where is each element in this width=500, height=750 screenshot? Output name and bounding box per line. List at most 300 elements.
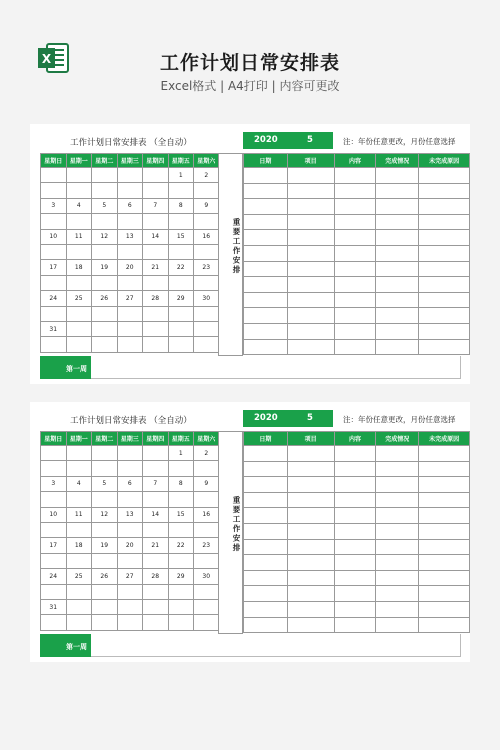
calendar-day-cell[interactable] (66, 214, 92, 229)
work-cell[interactable] (334, 214, 376, 230)
work-cell[interactable] (287, 308, 334, 324)
work-cell[interactable] (244, 617, 288, 633)
calendar-day-cell[interactable] (92, 599, 118, 614)
work-cell[interactable] (376, 199, 419, 215)
calendar-day-cell[interactable] (143, 461, 169, 476)
work-cell[interactable] (376, 168, 419, 184)
calendar-row (41, 306, 220, 321)
work-cell[interactable] (244, 539, 288, 555)
work-cell[interactable] (287, 508, 334, 524)
work-cell[interactable] (376, 461, 419, 477)
work-cell[interactable] (287, 555, 334, 571)
calendar-day-cell[interactable] (117, 599, 143, 614)
work-cell[interactable] (419, 199, 470, 215)
calendar-day-cell[interactable] (66, 168, 92, 183)
work-cell[interactable] (376, 523, 419, 539)
calendar-day-cell[interactable] (194, 461, 220, 476)
calendar-day-cell[interactable] (194, 306, 220, 321)
calendar-day-cell[interactable]: 12 (92, 229, 118, 244)
calendar-day-cell[interactable] (194, 584, 220, 599)
work-cell[interactable] (244, 323, 288, 339)
calendar-day-cell[interactable] (143, 337, 169, 352)
work-cell[interactable] (376, 261, 419, 277)
sheet-preview-2 (30, 402, 470, 662)
calendar-day-cell[interactable]: 30 (194, 569, 220, 584)
work-cell[interactable] (376, 477, 419, 493)
work-cell[interactable] (334, 508, 376, 524)
work-cell[interactable] (244, 230, 288, 246)
calendar-day-cell[interactable] (168, 522, 194, 537)
calendar-day-cell[interactable] (194, 553, 220, 568)
calendar-day-cell[interactable] (117, 446, 143, 461)
work-cell[interactable] (419, 245, 470, 261)
calendar-day-cell[interactable]: 30 (194, 291, 220, 306)
work-row (244, 261, 470, 277)
calendar-day-cell[interactable] (117, 321, 143, 336)
calendar-day-cell[interactable] (66, 183, 92, 198)
calendar-day-cell[interactable]: 9 (194, 476, 220, 491)
calendar-day-cell[interactable]: 2 (194, 168, 220, 183)
work-cell[interactable] (244, 508, 288, 524)
work-cell[interactable] (419, 539, 470, 555)
calendar-day-cell[interactable] (92, 337, 118, 352)
work-cell[interactable] (287, 601, 334, 617)
calendar-day-cell[interactable] (168, 599, 194, 614)
work-cell[interactable] (419, 492, 470, 508)
calendar-day-cell[interactable]: 1 (168, 168, 194, 183)
work-cell[interactable] (287, 570, 334, 586)
calendar-day-cell[interactable] (41, 337, 67, 352)
calendar-day-cell[interactable] (168, 244, 194, 259)
work-cell[interactable] (244, 461, 288, 477)
work-cell[interactable] (376, 308, 419, 324)
calendar-day-cell[interactable]: 22 (168, 538, 194, 553)
calendar-day-cell[interactable] (117, 492, 143, 507)
work-cell[interactable] (419, 183, 470, 199)
calendar-day-cell[interactable]: 31 (41, 599, 67, 614)
work-cell[interactable] (376, 277, 419, 293)
calendar-day-cell[interactable] (117, 168, 143, 183)
work-cell[interactable] (419, 555, 470, 571)
calendar-day-cell[interactable] (168, 214, 194, 229)
calendar-day-cell[interactable]: 17 (41, 260, 67, 275)
work-cell[interactable] (334, 601, 376, 617)
calendar-day-cell[interactable]: 20 (117, 260, 143, 275)
calendar-day-cell[interactable]: 7 (143, 476, 169, 491)
work-cell[interactable] (419, 277, 470, 293)
calendar-day-cell[interactable]: 3 (41, 476, 67, 491)
calendar-day-cell[interactable] (41, 306, 67, 321)
calendar-day-cell[interactable]: 14 (143, 229, 169, 244)
work-cell[interactable] (244, 477, 288, 493)
work-cell[interactable] (334, 168, 376, 184)
calendar-day-cell[interactable] (92, 306, 118, 321)
work-cell[interactable] (419, 230, 470, 246)
work-cell[interactable] (287, 523, 334, 539)
work-cell[interactable] (419, 446, 470, 462)
calendar-day-cell[interactable] (194, 183, 220, 198)
work-cell[interactable] (334, 230, 376, 246)
work-cell[interactable] (287, 183, 334, 199)
calendar-day-cell[interactable] (143, 522, 169, 537)
work-cell[interactable] (334, 245, 376, 261)
work-cell[interactable] (334, 277, 376, 293)
work-cell[interactable] (244, 183, 288, 199)
work-cell[interactable] (376, 539, 419, 555)
calendar-day-cell[interactable]: 8 (168, 198, 194, 213)
work-cell[interactable] (419, 586, 470, 602)
work-row (244, 601, 470, 617)
calendar-day-cell[interactable] (143, 446, 169, 461)
calendar-day-cell[interactable]: 10 (41, 507, 67, 522)
work-cell[interactable] (244, 446, 288, 462)
calendar-day-cell[interactable]: 26 (92, 569, 118, 584)
calendar-day-cell[interactable] (168, 306, 194, 321)
calendar-day-cell[interactable] (66, 446, 92, 461)
calendar-day-cell[interactable] (92, 492, 118, 507)
work-cell[interactable] (419, 308, 470, 324)
calendar-day-cell[interactable] (92, 214, 118, 229)
calendar-day-cell[interactable] (66, 615, 92, 630)
work-cell[interactable] (334, 477, 376, 493)
work-cell[interactable] (376, 617, 419, 633)
calendar-day-cell[interactable] (66, 306, 92, 321)
calendar-day-cell[interactable] (92, 168, 118, 183)
calendar-day-cell[interactable]: 18 (66, 538, 92, 553)
calendar-day-cell[interactable] (92, 553, 118, 568)
work-cell[interactable] (419, 261, 470, 277)
work-cell[interactable] (419, 168, 470, 184)
calendar-day-cell[interactable] (117, 275, 143, 290)
calendar-day-cell[interactable] (168, 492, 194, 507)
calendar-day-cell[interactable]: 4 (66, 198, 92, 213)
calendar-day-cell[interactable] (168, 461, 194, 476)
work-cell[interactable] (376, 183, 419, 199)
work-cell[interactable] (244, 339, 288, 355)
calendar-day-cell[interactable] (143, 584, 169, 599)
calendar-day-cell[interactable] (143, 244, 169, 259)
calendar-day-cell[interactable] (143, 168, 169, 183)
calendar-day-cell[interactable]: 14 (143, 507, 169, 522)
calendar-day-cell[interactable]: 16 (194, 229, 220, 244)
calendar-row (41, 168, 220, 183)
work-cell[interactable] (244, 214, 288, 230)
calendar-day-cell[interactable]: 3 (41, 198, 67, 213)
calendar-day-cell[interactable]: 12 (92, 507, 118, 522)
work-cell[interactable] (376, 292, 419, 308)
work-cell[interactable] (419, 601, 470, 617)
work-cell[interactable] (376, 245, 419, 261)
work-cell[interactable] (287, 477, 334, 493)
calendar-day-cell[interactable] (194, 337, 220, 352)
work-cell[interactable] (287, 446, 334, 462)
work-cell[interactable] (334, 323, 376, 339)
calendar-day-cell[interactable]: 28 (143, 569, 169, 584)
calendar-day-cell[interactable]: 8 (168, 476, 194, 491)
work-cell[interactable] (244, 308, 288, 324)
calendar-day-cell[interactable]: 26 (92, 291, 118, 306)
work-cell[interactable] (334, 261, 376, 277)
calendar-day-cell[interactable] (41, 214, 67, 229)
calendar-day-cell[interactable]: 15 (168, 507, 194, 522)
calendar-day-cell[interactable] (194, 244, 220, 259)
work-cell[interactable] (376, 601, 419, 617)
calendar-day-cell[interactable]: 7 (143, 198, 169, 213)
work-cell[interactable] (244, 292, 288, 308)
work-cell[interactable] (334, 461, 376, 477)
calendar-day-cell[interactable]: 19 (92, 260, 118, 275)
calendar-day-cell[interactable]: 28 (143, 291, 169, 306)
calendar-day-cell[interactable] (168, 584, 194, 599)
calendar-day-cell[interactable] (143, 492, 169, 507)
calendar-day-cell[interactable]: 25 (66, 291, 92, 306)
calendar-day-cell[interactable]: 10 (41, 229, 67, 244)
work-cell[interactable] (376, 214, 419, 230)
calendar-day-cell[interactable]: 23 (194, 538, 220, 553)
calendar-day-cell[interactable]: 13 (117, 229, 143, 244)
calendar-day-cell[interactable] (92, 584, 118, 599)
work-row (244, 168, 470, 184)
calendar-day-cell[interactable] (41, 492, 67, 507)
sheet-title: 工作计划日常安排表 （全自动） (70, 138, 192, 148)
calendar-day-cell[interactable] (143, 306, 169, 321)
calendar-day-cell[interactable]: 9 (194, 198, 220, 213)
calendar-day-cell[interactable] (194, 615, 220, 630)
work-cell[interactable] (334, 292, 376, 308)
work-cell[interactable] (287, 230, 334, 246)
calendar-day-cell[interactable]: 11 (66, 507, 92, 522)
calendar-day-cell[interactable]: 13 (117, 507, 143, 522)
work-cell[interactable] (244, 168, 288, 184)
calendar-day-cell[interactable] (168, 183, 194, 198)
calendar-day-cell[interactable]: 15 (168, 229, 194, 244)
work-cell[interactable] (419, 461, 470, 477)
calendar-day-cell[interactable] (66, 492, 92, 507)
calendar-day-cell[interactable] (41, 168, 67, 183)
work-cell[interactable] (376, 555, 419, 571)
calendar-day-cell[interactable] (41, 275, 67, 290)
calendar-day-cell[interactable] (194, 599, 220, 614)
work-cell[interactable] (334, 555, 376, 571)
calendar-day-cell[interactable] (92, 461, 118, 476)
calendar-day-cell[interactable] (117, 584, 143, 599)
work-cell[interactable] (419, 570, 470, 586)
calendar-day-cell[interactable]: 20 (117, 538, 143, 553)
calendar-day-cell[interactable] (117, 522, 143, 537)
calendar-day-cell[interactable] (92, 244, 118, 259)
work-cell[interactable] (287, 539, 334, 555)
work-cell[interactable] (376, 492, 419, 508)
work-cell[interactable] (419, 477, 470, 493)
calendar-day-cell[interactable]: 19 (92, 538, 118, 553)
calendar-day-cell[interactable]: 31 (41, 321, 67, 336)
work-cell[interactable] (334, 586, 376, 602)
work-cell[interactable] (419, 292, 470, 308)
calendar-day-cell[interactable]: 27 (117, 291, 143, 306)
calendar-day-cell[interactable]: 24 (41, 291, 67, 306)
calendar-day-cell[interactable]: 27 (117, 569, 143, 584)
calendar-day-cell[interactable] (117, 461, 143, 476)
work-cell[interactable] (287, 292, 334, 308)
work-cell[interactable] (334, 617, 376, 633)
calendar-day-cell[interactable]: 6 (117, 198, 143, 213)
calendar-day-cell[interactable]: 23 (194, 260, 220, 275)
calendar-header-cell: 星期二 (92, 154, 118, 168)
calendar-day-cell[interactable] (92, 615, 118, 630)
calendar-day-cell[interactable] (66, 275, 92, 290)
calendar-day-cell[interactable] (41, 522, 67, 537)
calendar-day-cell[interactable]: 18 (66, 260, 92, 275)
calendar-day-cell[interactable] (168, 337, 194, 352)
work-cell[interactable] (287, 199, 334, 215)
work-cell[interactable] (334, 492, 376, 508)
work-cell[interactable] (376, 230, 419, 246)
calendar-day-cell[interactable] (41, 244, 67, 259)
calendar-day-cell[interactable] (41, 584, 67, 599)
calendar-day-cell[interactable] (194, 275, 220, 290)
work-cell[interactable] (334, 183, 376, 199)
calendar-day-cell[interactable] (41, 461, 67, 476)
work-header-cell: 日期 (244, 154, 288, 168)
calendar-day-cell[interactable]: 4 (66, 476, 92, 491)
calendar-day-cell[interactable] (92, 321, 118, 336)
calendar-day-cell[interactable]: 1 (168, 446, 194, 461)
calendar-day-cell[interactable]: 24 (41, 569, 67, 584)
calendar-day-cell[interactable] (117, 306, 143, 321)
work-cell[interactable] (376, 508, 419, 524)
calendar-day-cell[interactable] (41, 553, 67, 568)
work-cell[interactable] (244, 492, 288, 508)
work-cell[interactable] (244, 245, 288, 261)
work-cell[interactable] (244, 199, 288, 215)
work-cell[interactable] (287, 168, 334, 184)
calendar-day-cell[interactable] (143, 553, 169, 568)
work-cell[interactable] (376, 570, 419, 586)
calendar-day-cell[interactable] (117, 183, 143, 198)
calendar-day-cell[interactable] (143, 214, 169, 229)
work-cell[interactable] (419, 508, 470, 524)
calendar-day-cell[interactable] (168, 275, 194, 290)
calendar-day-cell[interactable] (143, 321, 169, 336)
calendar-day-cell[interactable]: 22 (168, 260, 194, 275)
work-cell[interactable] (376, 323, 419, 339)
work-cell[interactable] (334, 523, 376, 539)
calendar-day-cell[interactable] (66, 337, 92, 352)
work-cell[interactable] (334, 308, 376, 324)
calendar-day-cell[interactable]: 29 (168, 291, 194, 306)
work-cell[interactable] (334, 199, 376, 215)
work-cell[interactable] (334, 570, 376, 586)
calendar-day-cell[interactable]: 5 (92, 198, 118, 213)
calendar-day-cell[interactable]: 29 (168, 569, 194, 584)
calendar-day-cell[interactable] (66, 553, 92, 568)
work-cell[interactable] (244, 570, 288, 586)
calendar-day-cell[interactable] (194, 492, 220, 507)
calendar-day-cell[interactable] (117, 553, 143, 568)
calendar-day-cell[interactable] (66, 584, 92, 599)
work-cell[interactable] (287, 277, 334, 293)
calendar-day-cell[interactable] (143, 275, 169, 290)
calendar-day-cell[interactable] (117, 337, 143, 352)
calendar-day-cell[interactable] (117, 214, 143, 229)
calendar-day-cell[interactable] (66, 321, 92, 336)
calendar-row (41, 214, 220, 229)
work-cell[interactable] (419, 523, 470, 539)
work-cell[interactable] (287, 245, 334, 261)
work-cell[interactable] (419, 323, 470, 339)
work-cell[interactable] (287, 586, 334, 602)
calendar-day-cell[interactable] (168, 553, 194, 568)
calendar-day-cell[interactable] (117, 615, 143, 630)
work-cell[interactable] (287, 461, 334, 477)
work-cell[interactable] (287, 492, 334, 508)
calendar-day-cell[interactable] (143, 183, 169, 198)
work-cell[interactable] (376, 446, 419, 462)
calendar-day-cell[interactable] (66, 522, 92, 537)
work-cell[interactable] (334, 539, 376, 555)
work-cell[interactable] (244, 277, 288, 293)
calendar-day-cell[interactable]: 17 (41, 538, 67, 553)
calendar-day-cell[interactable] (194, 214, 220, 229)
work-cell[interactable] (334, 446, 376, 462)
calendar-day-cell[interactable] (41, 446, 67, 461)
calendar-day-cell[interactable] (66, 244, 92, 259)
work-cell[interactable] (287, 339, 334, 355)
work-cell[interactable] (244, 586, 288, 602)
work-cell[interactable] (287, 323, 334, 339)
calendar-day-cell[interactable]: 6 (117, 476, 143, 491)
calendar-day-cell[interactable] (194, 321, 220, 336)
calendar-day-cell[interactable]: 25 (66, 569, 92, 584)
calendar-day-cell[interactable] (168, 321, 194, 336)
calendar-day-cell[interactable]: 2 (194, 446, 220, 461)
work-cell[interactable] (287, 261, 334, 277)
calendar-day-cell[interactable]: 11 (66, 229, 92, 244)
work-cell[interactable] (334, 339, 376, 355)
work-cell[interactable] (244, 555, 288, 571)
work-cell[interactable] (244, 523, 288, 539)
calendar-day-cell[interactable] (168, 615, 194, 630)
work-cell[interactable] (419, 617, 470, 633)
calendar-day-cell[interactable]: 16 (194, 507, 220, 522)
work-cell[interactable] (287, 214, 334, 230)
work-cell[interactable] (376, 339, 419, 355)
calendar-day-cell[interactable] (92, 275, 118, 290)
work-cell[interactable] (376, 586, 419, 602)
work-cell[interactable] (419, 339, 470, 355)
calendar-day-cell[interactable] (143, 615, 169, 630)
work-cell[interactable] (287, 617, 334, 633)
calendar-day-cell[interactable] (92, 446, 118, 461)
work-row (244, 586, 470, 602)
calendar-day-cell[interactable]: 21 (143, 538, 169, 553)
calendar-day-cell[interactable] (92, 522, 118, 537)
calendar-day-cell[interactable] (143, 599, 169, 614)
calendar-day-cell[interactable]: 21 (143, 260, 169, 275)
calendar-day-cell[interactable] (92, 183, 118, 198)
work-cell[interactable] (419, 214, 470, 230)
calendar-day-cell[interactable] (66, 599, 92, 614)
sheet-preview-1 (30, 124, 470, 384)
calendar-day-cell[interactable] (66, 461, 92, 476)
calendar-day-cell[interactable] (117, 244, 143, 259)
work-cell[interactable] (244, 601, 288, 617)
work-cell[interactable] (244, 261, 288, 277)
calendar-day-cell[interactable] (41, 615, 67, 630)
calendar-day-cell[interactable] (41, 183, 67, 198)
calendar-day-cell[interactable]: 5 (92, 476, 118, 491)
calendar-day-cell[interactable] (194, 522, 220, 537)
